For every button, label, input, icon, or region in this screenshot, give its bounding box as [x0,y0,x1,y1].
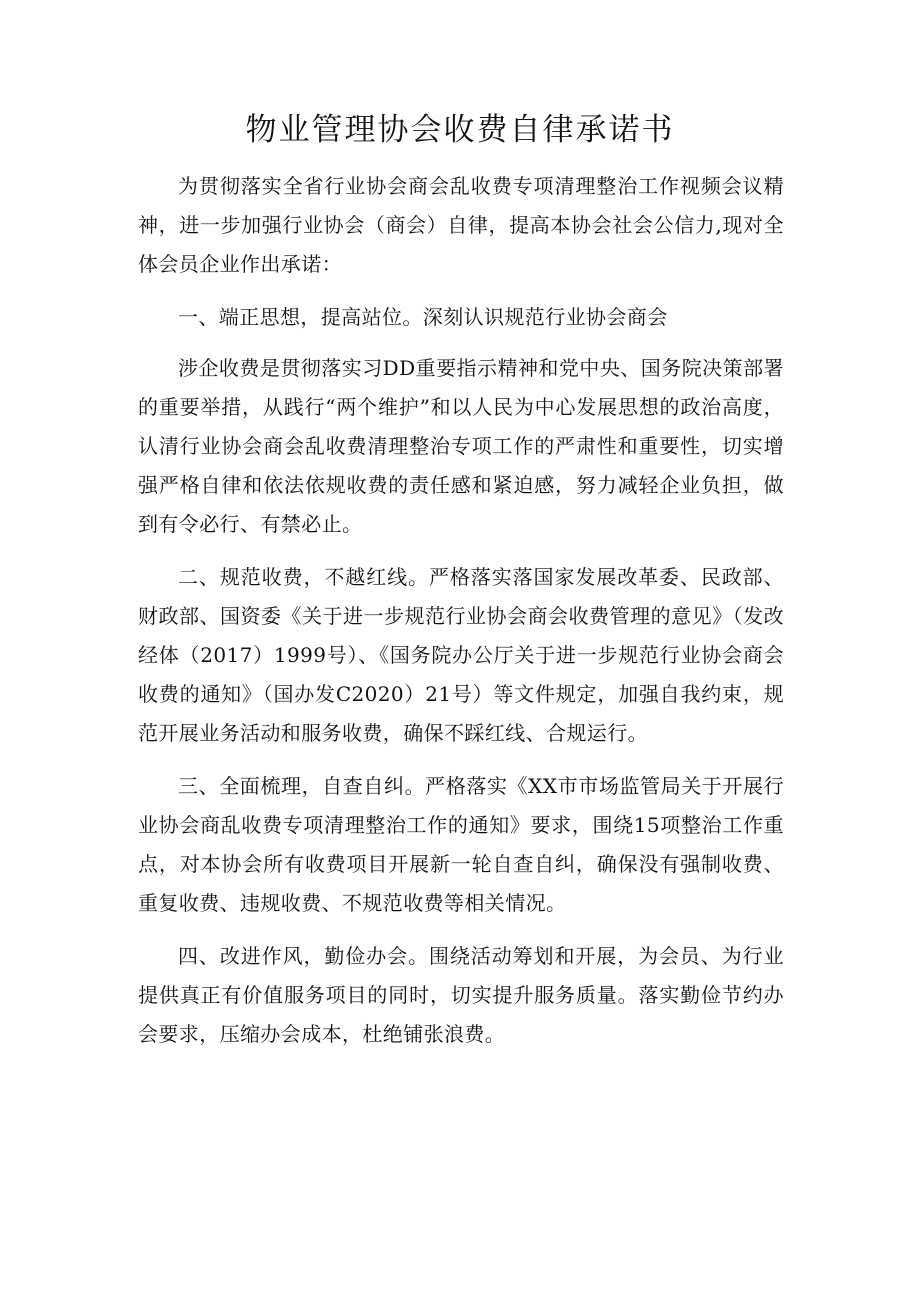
document-title: 物业管理协会收费自律承诺书 [245,112,675,148]
paragraph-intro: 为贯彻落实全省行业协会商会乱收费专项清理整治工作视频会议精神，进一步加强行业协会（商会）自律，提高本协会社会公信力,现对全体会员企业作出承诺： [138,174,784,276]
paragraph-section-2: 二、规范收费，不越红线。严格落实落国家发展改革委、民政部、财政部、国资委《关于进一步规范行业协会商会收费管理的意见》（发改经体（2017）1999号）、《国务院办公厅关于进一步规范行业协会商会收费的通知》（国办发C2020）21号）等文件规定，加强自我约束，规范开展业务活动和服务收费，确保不踩红线、合规运行。 [138,565,784,745]
paragraph-section-3: 三、全面梳理，自查自纠。严格落实《XX市市场监管局关于开展行业协会商乱收费专项清理整治工作的通知》要求，围绕15项整治工作重点，对本协会所有收费项目开展新一轮自查自纠，确保没有强制收费、重复收费、违规收费、不规范收费等相关情况。 [138,774,784,915]
paragraph-section-1-heading: 一、端正思想，提高站位。深刻认识规范行业协会商会 [178,305,668,329]
paragraph-section-1-body: 涉企收费是贯彻落实习DD重要指示精神和党中央、国务院决策部署的重要举措，从践行“两个维护”和以人民为中心发展思想的政治高度，认清行业协会商会乱收费清理整治专项工作的严肃性和重要性，切实增强严格自律和依法依规收费的责任感和紧迫感，努力减轻企业负担，做到有令必行、有禁必止。 [138,356,784,536]
paragraph-section-4: 四、改进作风，勤俭办会。围绕活动筹划和开展，为会员、为行业提供真正有价值服务项目的同时，切实提升服务质量。落实勤俭节约办会要求，压缩办会成本，杜绝铺张浪费。 [138,944,784,1046]
document-body [138,167,784,1068]
